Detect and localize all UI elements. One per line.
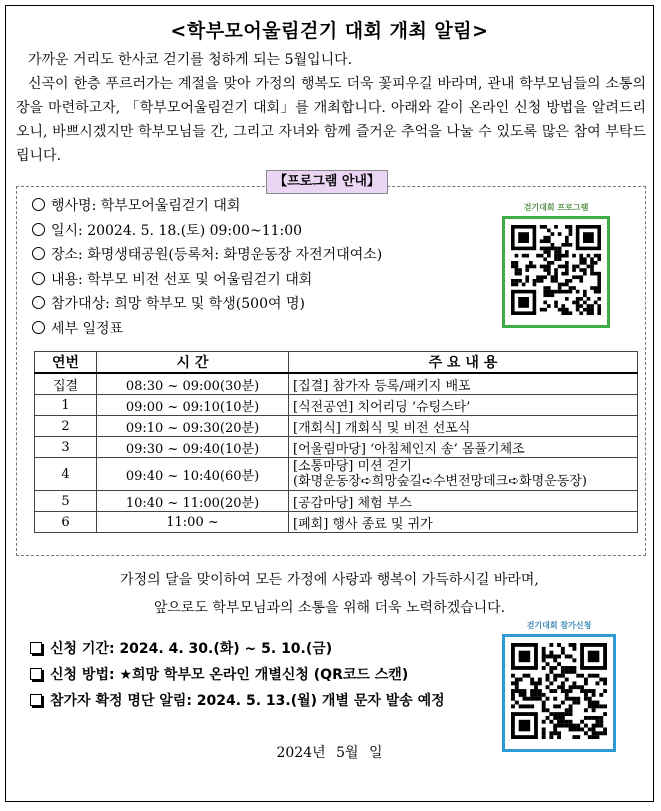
program-qr-caption: 걷기대회 프로그램 <box>523 203 589 212</box>
circle-bullet-icon <box>32 296 45 309</box>
table-row <box>35 437 638 458</box>
square-bullet-icon <box>30 668 42 680</box>
apply-period: 신청 기간: 2024. 4. 30.(화) ~ 5. 10.(금) <box>30 636 445 662</box>
row-time: 09:10 ~ 09:30(20분) <box>97 416 289 437</box>
program-header: 【프로그램 안내】 <box>266 170 388 194</box>
table-row <box>35 416 638 437</box>
closing-line-1: 가정의 달을 맞이하여 모든 가정에 사랑과 행복이 가득하시길 바라며, <box>120 572 539 588</box>
table-row <box>35 491 638 512</box>
header-no: 연번 <box>35 352 97 374</box>
row-content: [어울림마당] ‘아침체인지 송’ 몸풀기체조 <box>289 437 638 458</box>
qr-code-icon[interactable] <box>511 225 601 315</box>
closing-message <box>6 566 653 622</box>
circle-bullet-icon <box>32 272 45 285</box>
schedule-header-row <box>35 352 638 374</box>
row-content: [식전공연] 치어리딩 ‘슈팅스타’ <box>289 395 638 416</box>
notice-page <box>5 5 654 802</box>
row-time: 10:40 ~ 11:00(20분) <box>97 491 289 512</box>
circle-bullet-icon <box>32 223 45 236</box>
program-qr[interactable] <box>502 202 610 328</box>
program-item-content: 내용: 학부모 비전 선포 및 어울림걷기 대회 <box>32 268 382 293</box>
circle-bullet-icon <box>32 321 45 334</box>
issue-date: 2024년 5월 일 <box>276 745 383 761</box>
row-time: 11:00 ~ <box>97 512 289 533</box>
qr-code-icon[interactable] <box>511 643 607 739</box>
square-bullet-icon <box>30 694 42 706</box>
row-no: 6 <box>35 512 97 533</box>
row-content-route: (화명운동장➪희망숲길➪수변전망데크➪화명운동장) <box>293 474 587 489</box>
square-bullet-icon <box>30 642 42 654</box>
intro-text <box>16 48 646 168</box>
row-content: [집결] 참가자 등록/패키지 배포 <box>289 373 638 395</box>
row-no: 3 <box>35 437 97 458</box>
program-qr-frame[interactable] <box>502 216 610 328</box>
circle-bullet-icon <box>32 198 45 211</box>
table-row <box>35 373 638 395</box>
table-row <box>35 512 638 533</box>
application-info <box>30 636 445 714</box>
apply-qr-frame[interactable] <box>502 634 616 752</box>
program-item-schedule: 세부 일정표 <box>32 317 382 342</box>
program-item-datetime: 일시: 20024. 5. 18.(토) 09:00~11:00 <box>32 219 382 244</box>
circle-bullet-icon <box>32 247 45 260</box>
row-content: [폐회] 행사 종료 및 귀가 <box>289 512 638 533</box>
header-time: 시 간 <box>97 352 289 374</box>
row-no: 집결 <box>35 373 97 395</box>
apply-method: 신청 방법: ★희망 학부모 온라인 개별신청 (QR코드 스캔) <box>30 662 445 688</box>
row-no: 1 <box>35 395 97 416</box>
row-time: 08:30 ~ 09:00(30분) <box>97 373 289 395</box>
row-no: 5 <box>35 491 97 512</box>
row-time: 09:40 ~ 10:40(60분) <box>97 458 289 491</box>
row-time: 09:00 ~ 09:10(10분) <box>97 395 289 416</box>
intro-paragraph-2: 신곡이 한층 푸르러가는 계절을 맞아 가정의 행복도 더욱 꽃피우길 바라며, 관내 학부모님들의 소통의 장을 마련하고자, 「학부모어울림걷기 대회」를 개최합니다. 아래와 같이 온라인 신청 방법을 알려드리오니, 바쁘시겠지만 학부모님들 간, 그리고 자녀와 함께 즐거운 추억을 나눌 수 있도록 많은 참여 부탁드립니다. <box>16 76 646 164</box>
row-no: 2 <box>35 416 97 437</box>
row-content <box>289 458 638 491</box>
row-time: 09:30 ~ 09:40(10분) <box>97 437 289 458</box>
program-item-event-name: 행사명: 학부모어울림걷기 대회 <box>32 194 382 219</box>
apply-qr-caption: 걷기대회 참가신청 <box>526 621 592 630</box>
program-list <box>32 194 382 341</box>
apply-qr[interactable] <box>502 620 616 752</box>
header-content: 주 요 내 용 <box>289 352 638 374</box>
program-item-location: 장소: 화명생태공원(등록처: 화명운동장 자전거대여소) <box>32 243 382 268</box>
closing-line-2: 앞으로도 학부모님과의 소통을 위해 더욱 노력하겠습니다. <box>153 600 506 616</box>
apply-confirmation: 참가자 확정 명단 알림: 2024. 5. 13.(월) 개별 문자 발송 예정 <box>30 688 445 714</box>
program-item-participants: 참가대상: 희망 학부모 및 학생(500여 명) <box>32 292 382 317</box>
schedule-table <box>34 351 638 533</box>
table-row <box>35 395 638 416</box>
row-content-line-1: [소통마당] 미션 걷기 <box>293 459 412 474</box>
notice-title: <학부모어울림걷기 대회 개최 알림> <box>170 20 489 42</box>
intro-paragraph-1: 가까운 거리도 한사코 걷기를 청하게 되는 5월입니다. <box>28 52 353 68</box>
row-no: 4 <box>35 458 97 491</box>
row-content: [공감마당] 체험 부스 <box>289 491 638 512</box>
table-row <box>35 458 638 491</box>
row-content: [개회식] 개회식 및 비전 선포식 <box>289 416 638 437</box>
